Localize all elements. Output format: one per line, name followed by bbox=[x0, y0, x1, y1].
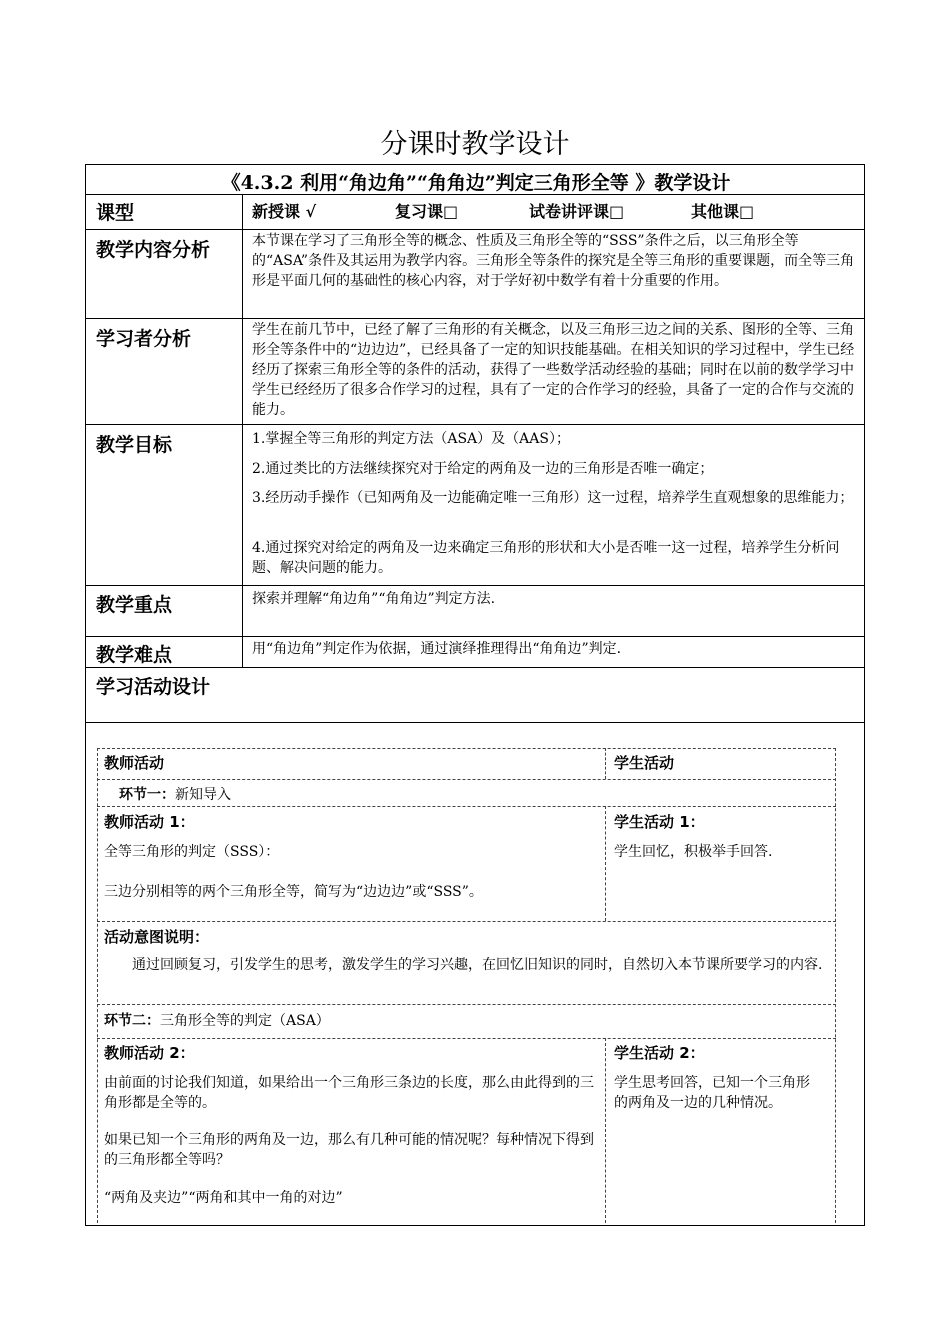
teacher-activity-1-line: 全等三角形的判定（SSS）： bbox=[104, 844, 280, 860]
course-type-review: 复习课□ bbox=[395, 202, 459, 221]
activity-table bbox=[97, 748, 836, 1223]
student-activity-1-label: 学生活动 1： bbox=[614, 813, 705, 831]
row-divider bbox=[85, 229, 865, 230]
student-activity-2-label: 学生活动 2： bbox=[614, 1044, 705, 1062]
dashed-row-line bbox=[97, 779, 836, 780]
stage2-title: 三角形全等的判定（ASA） bbox=[160, 1013, 330, 1029]
dashed-col-line bbox=[97, 748, 98, 1223]
row-divider bbox=[85, 194, 865, 195]
course-type-label: 课型 bbox=[96, 202, 135, 224]
objectives-label: 教学目标 bbox=[96, 434, 173, 456]
stage1-label: 环节一： bbox=[119, 787, 175, 803]
course-type-exam: 试卷讲评课□ bbox=[529, 202, 625, 221]
difficulties-label: 教学难点 bbox=[96, 644, 173, 666]
activity-design-label: 学习活动设计 bbox=[96, 676, 211, 698]
teacher-activity-2-line: 由前面的讨论我们知道，如果给出一个三角形三条边的长度，那么由此得到的三角形都是全等的。 bbox=[104, 1075, 594, 1111]
dashed-row-line bbox=[97, 921, 836, 922]
column-divider bbox=[242, 194, 243, 667]
dashed-row-line bbox=[97, 748, 836, 749]
dashed-col-line bbox=[835, 748, 836, 1223]
row-divider bbox=[85, 636, 865, 637]
dashed-col-line bbox=[605, 806, 606, 921]
teacher-activity-2-label: 教师活动 2： bbox=[104, 1044, 195, 1062]
difficulties-text: 用“角边角”判定作为依据，通过演绎推理得出“角角边”判定. bbox=[252, 641, 622, 657]
dashed-row-line bbox=[97, 1038, 836, 1039]
stage2-label: 环节二： bbox=[104, 1013, 160, 1029]
key-points-label: 教学重点 bbox=[96, 594, 173, 616]
objective-4: 4.通过探究对给定的两角及一边来确定三角形的形状和大小是否唯一这一过程，培养学生分析问题、解决问题的能力。 bbox=[252, 540, 840, 576]
stage1-title: 新知导入 bbox=[175, 787, 231, 803]
learner-analysis-label: 学习者分析 bbox=[96, 328, 192, 350]
course-type-new: 新授课 √ bbox=[252, 202, 317, 221]
row-divider bbox=[85, 585, 865, 586]
objective-1: 1.掌握全等三角形的判定方法（ASA）及（AAS）； bbox=[252, 431, 570, 447]
teacher-activity-header: 教师活动 bbox=[104, 754, 165, 772]
lesson-heading: 《4.3.2 利用“角边角”“角角边”判定三角形全等 》教学设计 bbox=[221, 172, 731, 194]
stage1-row bbox=[119, 784, 231, 804]
objective-3: 3.经历动手操作（已知两角及一边能确定唯一三角形）这一过程，培养学生直观想象的思维能力； bbox=[252, 490, 854, 506]
student-activity-2-text: 学生思考回答，已知一个三角形的两角及一边的几种情况。 bbox=[614, 1075, 810, 1111]
teacher-activity-2-line: 如果已知一个三角形的两角及一边，那么有几种可能的情况呢？每种情况下得到的三角形都全等吗？ bbox=[104, 1132, 594, 1168]
dashed-row-line bbox=[97, 806, 836, 807]
dashed-row-line bbox=[97, 1004, 836, 1005]
objective-2: 2.通过类比的方法继续探究对于给定的两角及一边的三角形是否唯一确定； bbox=[252, 461, 714, 477]
teacher-activity-1-label: 教师活动 1： bbox=[104, 813, 195, 831]
student-activity-header: 学生活动 bbox=[614, 754, 675, 772]
row-divider bbox=[85, 424, 865, 425]
key-points-text: 探索并理解“角边角”“角角边”判定方法. bbox=[252, 591, 496, 607]
dashed-col-line bbox=[605, 1038, 606, 1223]
row-divider bbox=[85, 722, 865, 723]
course-type-other: 其他课□ bbox=[691, 202, 755, 221]
teacher-activity-1-line: 三边分别相等的两个三角形全等，简写为“边边边”或“SSS”。 bbox=[104, 884, 483, 900]
student-activity-1-text: 学生回忆，积极举手回答. bbox=[614, 844, 773, 860]
content-analysis-label: 教学内容分析 bbox=[96, 239, 211, 261]
learner-analysis-text: 学生在前几节中，已经了解了三角形的有关概念，以及三角形三边之间的关系、图形的全等、三角形全等条件中的“边边边”，已经具备了一定的知识技能基础。在相关知识的学习过程中，学生已经经历了探索三角形全等的条件的活动，获得了一些数学活动经验的基础；同时在以前的数学学习中学生已经经历了很多合作学习的过程，具有了一定的合作学习的经验，具备了一定的合作与交流的能力。 bbox=[252, 322, 855, 418]
row-divider bbox=[85, 318, 865, 319]
teacher-activity-2-line: “两角及夹边”“两角和其中一角的对边” bbox=[104, 1190, 343, 1206]
content-analysis-text: 本节课在学习了三角形全等的概念、性质及三角形全等的“SSS”条件之后，以三角形全等的“ASA”条件及其运用为教学内容。三角形全等条件的探究是全等三角形的重要课题，而全等三角形是平面几何的基础性的核心内容，对于学好初中数学有着十分重要的作用。 bbox=[252, 233, 855, 289]
stage2-row bbox=[104, 1010, 330, 1030]
intent-text: 通过回顾复习，引发学生的思考，激发学生的学习兴趣，在回忆旧知识的同时，自然切入本节课所要学习的内容. bbox=[132, 957, 823, 973]
dashed-col-line bbox=[605, 748, 606, 779]
row-divider bbox=[85, 667, 865, 668]
intent-label: 活动意图说明： bbox=[104, 928, 210, 946]
document-title: 分课时教学设计 bbox=[380, 129, 570, 160]
